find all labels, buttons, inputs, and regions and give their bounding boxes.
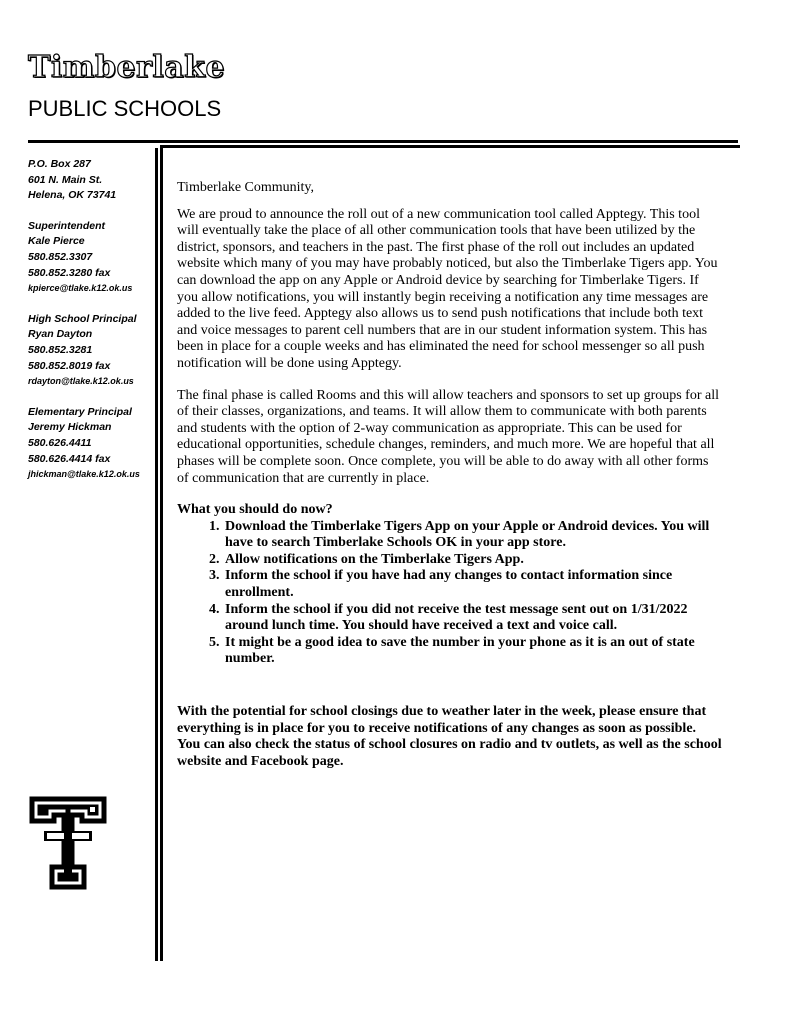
list-item: 5. It might be a good idea to save the number in your phone as it is an out of state number. bbox=[223, 635, 722, 668]
contact-phone: 580.852.3307 bbox=[28, 250, 93, 263]
contact-role: Superintendent bbox=[28, 219, 106, 232]
contact-phone: 580.852.3281 bbox=[28, 343, 93, 356]
sidebar bbox=[28, 157, 153, 498]
contact-superintendent bbox=[28, 219, 153, 297]
contact-high-school-principal bbox=[28, 312, 153, 390]
contact-email: rdayton@tlake.k12.ok.us bbox=[28, 376, 134, 387]
school-name: Timberlake bbox=[28, 50, 226, 85]
contact-role: High School Principal bbox=[28, 312, 137, 325]
list-item: 3. Inform the school if you have had any changes to contact information since enrollment. bbox=[223, 568, 722, 601]
header-rule-long bbox=[28, 140, 738, 143]
school-subtitle: PUBLIC SCHOOLS bbox=[28, 96, 222, 121]
action-heading: What you should do now? bbox=[177, 502, 333, 518]
address-line: P.O. Box 287 bbox=[28, 158, 91, 170]
contact-role: Elementary Principal bbox=[28, 405, 132, 418]
address-line: 601 N. Main St. bbox=[28, 173, 103, 186]
letter-paragraph: The final phase is called Rooms and this will allow teachers and sponsors to set up groups for all of their classes, organizations, and teams. It will allow them to communicate with both parents and students with the option of 2-way communication as appropriate. This can be used for educational opportunities, schedule changes, reminders, and much more. We are hopeful that all phases will be complete soon. Once complete, you will be able to do away with all other forms of communication that are currently in place. bbox=[177, 387, 720, 486]
list-item: 2. Allow notifications on the Timberlake Tigers App. bbox=[223, 552, 722, 569]
list-item: 4. Inform the school if you did not receive the test message sent out on 1/31/2022 around lunch time. You should have received a text and voice call. bbox=[223, 602, 722, 635]
contact-email: kpierce@tlake.k12.ok.us bbox=[28, 283, 133, 294]
contact-name: Jeremy Hickman bbox=[28, 421, 112, 434]
contact-email: jhickman@tlake.k12.ok.us bbox=[28, 469, 140, 480]
header-rule-short bbox=[160, 145, 740, 148]
letter-paragraph: We are proud to announce the roll out of a new communication tool called Apptegy. This tool will eventually take the place of all other communication tools that have been utilized by the district, sponsors, and teachers in the past. The first phase of the roll out includes an updated website which many of you may have probably noticed, but also the Timberlake Tigers app. You can download the app on any Apple or Android device by searching for Timberlake Tigers. If you allow notifications, you will instantly begin receiving a notification any time messages are added to the live feed. Apptegy also allows us to send push notifications that include both text and voice messages to parent cell numbers that are in our student information system. This has been in place for a couple weeks and has eliminated the need for school messenger so all push notification will be done using Apptegy. bbox=[177, 206, 718, 371]
contact-fax: 580.852.3280 fax bbox=[28, 266, 111, 279]
list-item: 1. Download the Timberlake Tigers App on your Apple or Android devices. You will have to search Timberlake Schools OK in your app store. bbox=[223, 519, 722, 552]
closing-paragraph: With the potential for school closings due to weather later in the week, please ensure that everything is in place for you to receive notifications of any changes as soon as possible. You can also check the status of school closures on radio and tv outlets, as well as the school website and Facebook page. bbox=[177, 704, 722, 769]
contact-elementary-principal bbox=[28, 405, 153, 483]
address-block bbox=[28, 157, 153, 204]
contact-name: Kale Pierce bbox=[28, 235, 85, 248]
action-steps-list bbox=[177, 519, 722, 668]
address-line: Helena, OK 73741 bbox=[28, 189, 117, 202]
contact-fax: 580.626.4414 fax bbox=[28, 452, 111, 465]
contact-phone: 580.626.4411 bbox=[28, 436, 92, 449]
contact-name: Ryan Dayton bbox=[28, 328, 93, 341]
letter-greeting: Timberlake Community, bbox=[177, 180, 315, 195]
sidebar-divider-right bbox=[160, 148, 163, 961]
sidebar-divider-left bbox=[155, 148, 158, 961]
contact-fax: 580.852.8019 fax bbox=[28, 359, 111, 372]
letter-body bbox=[177, 180, 722, 785]
double-t-logo-icon bbox=[28, 795, 108, 891]
